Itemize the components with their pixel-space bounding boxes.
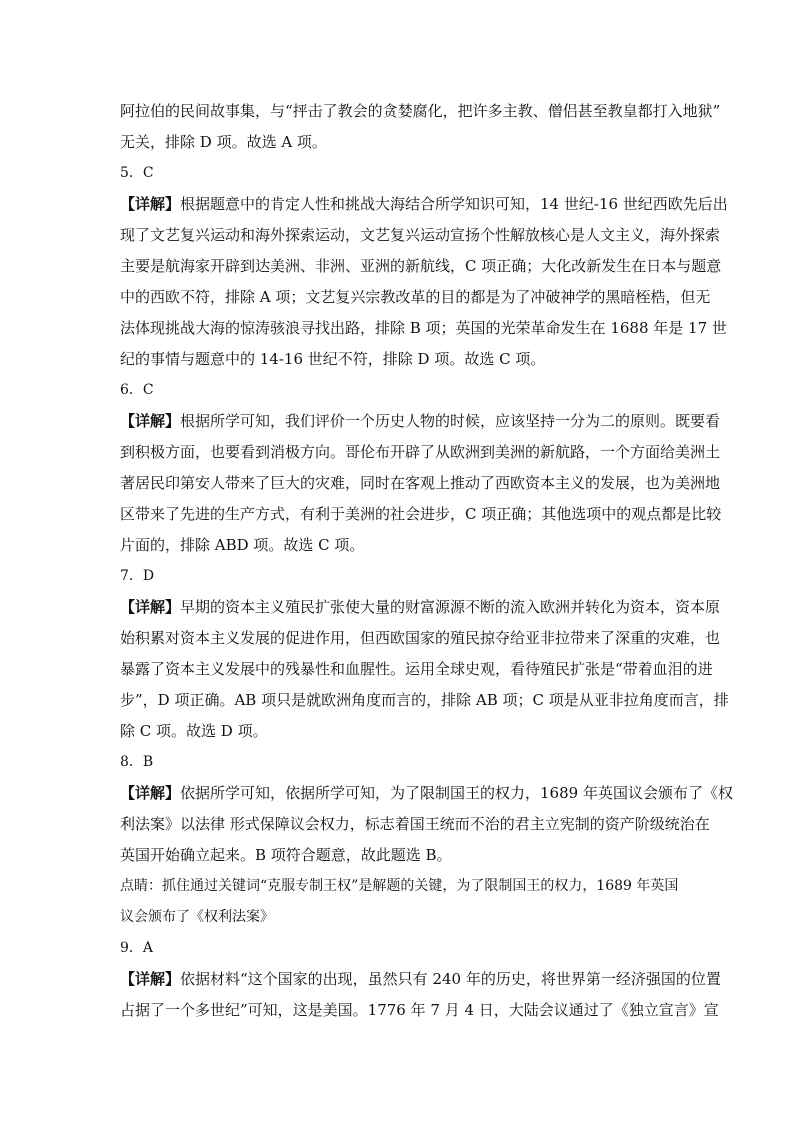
question-number	[120, 375, 674, 406]
line-text: 点睛：抓住通过关键词“克服专制王权”是解题的关键，为了限制国王的权力，1689 年英国	[120, 878, 679, 894]
line-text: 议会颁布了《权利法案》	[120, 909, 274, 925]
text-line	[120, 220, 721, 251]
line-text: 主要是航海家开辟到达美洲、非洲、亚洲的新航线，C 项正确；大化改新发生在日本与题意	[120, 257, 722, 275]
line-text: 5．C	[120, 165, 154, 181]
detail-tag: 【详解】	[120, 970, 181, 988]
text-line	[120, 313, 727, 344]
question-number	[120, 561, 674, 592]
line-text: 除 C 项。故选 D 项。	[120, 722, 268, 740]
line-text: 阿拉伯的民间故事集，与“抨击了教会的贪婪腐化，把许多主教、僧侣甚至教皇都打入地狱”	[120, 102, 721, 120]
text-line	[120, 189, 728, 220]
line-text: 占据了一个多世纪”可知，这是美国。1776 年 7 月 4 日，大陆会议通过了《独立宣言》宣	[120, 1001, 719, 1019]
text-line	[120, 778, 733, 809]
text-line	[120, 623, 721, 654]
line-text: 英国开始确立起来。B 项符合题意，故此题选 B。	[120, 846, 452, 864]
line-text: 根据题意中的肯定人性和挑战大海结合所学知识可知，14 世纪-16 世纪西欧先后出	[180, 195, 728, 213]
line-text: 8．B	[120, 754, 154, 770]
text-line	[120, 530, 674, 561]
line-text: 依据所学可知，依据所学可知，为了限制国王的权力，1689 年英国议会颁布了《权	[180, 784, 733, 802]
line-text: 早期的资本主义殖民扩张使大量的财富源源不断的流入欧洲并转化为资本，资本原	[180, 598, 721, 616]
text-line	[120, 96, 721, 127]
text-line	[120, 251, 722, 282]
tip-line	[120, 902, 674, 933]
question-number	[120, 747, 674, 778]
detail-tag: 【详解】	[120, 784, 181, 802]
line-text: 利法案》以法律 形式保障议会权力，标志着国王统而不治的君主立宪制的资产阶级统治在	[120, 815, 710, 833]
text-line	[120, 468, 721, 499]
detail-tag: 【详解】	[120, 412, 181, 430]
line-text: 区带来了先进的生产方式，有利于美洲的社会进步，C 项正确；其他选项中的观点都是比较	[120, 505, 722, 523]
text-line	[120, 406, 721, 437]
detail-tag: 【详解】	[120, 195, 181, 213]
line-text: 7．D	[120, 568, 155, 584]
text-line	[120, 282, 711, 313]
line-text: 9．A	[120, 940, 154, 956]
tip-line	[120, 871, 679, 902]
line-text: 暴露了资本主义发展中的残暴性和血腥性。运用全球史观，看待殖民扩张是“带着血泪的进	[120, 660, 713, 678]
line-text: 到积极方面，也要看到消极方向。哥伦布开辟了从欧洲到美洲的新航路，一个方面给美洲土	[120, 443, 721, 461]
line-text: 始积累对资本主义发展的促进作用，但西欧国家的殖民掠夺给亚非拉带来了深重的灾难，也	[120, 629, 721, 647]
line-text: 无关，排除 D 项。故选 A 项。	[120, 133, 327, 151]
text-line	[120, 437, 721, 468]
line-text: 中的西欧不符，排除 A 项；文艺复兴宗教改革的目的都是为了冲破神学的黑暗桎梏，但无	[120, 288, 711, 306]
line-text: 片面的，排除 ABD 项。故选 C 项。	[120, 536, 365, 554]
text-line	[120, 344, 674, 375]
text-line	[120, 809, 710, 840]
text-line	[120, 840, 674, 871]
line-text: 法体现挑战大海的惊涛骇浪寻找出路，排除 B 项；英国的光荣革命发生在 1688 年是 17 世	[120, 319, 727, 337]
line-text: 现了文艺复兴运动和海外探索运动，文艺复兴运动宣扬个性解放核心是人文主义，海外探索	[120, 226, 721, 244]
question-number	[120, 158, 674, 189]
text-line	[120, 499, 722, 530]
text-line	[120, 716, 674, 747]
text-line	[120, 964, 721, 995]
text-line	[120, 592, 721, 623]
question-number	[120, 933, 674, 964]
line-text: 著居民印第安人带来了巨大的灾难，同时在客观上推动了西欧资本主义的发展，也为美洲地	[120, 474, 721, 492]
line-text: 6．C	[120, 382, 154, 398]
text-line	[120, 654, 713, 685]
text-line	[120, 685, 729, 716]
line-text: 依据材料“这个国家的出现，虽然只有 240 年的历史，将世界第一经济强国的位置	[180, 970, 721, 988]
answer-text-body	[120, 96, 733, 1026]
line-text: 纪的事情与题意中的 14-16 世纪不符，排除 D 项。故选 C 项。	[120, 350, 546, 368]
line-text: 步”，D 项正确。AB 项只是就欧洲角度而言的，排除 AB 项；C 项是从亚非拉角度而言，排	[120, 691, 729, 709]
line-text: 根据所学可知，我们评价一个历史人物的时候，应该坚持一分为二的原则。既要看	[180, 412, 721, 430]
text-line	[120, 127, 674, 158]
text-line	[120, 995, 719, 1026]
detail-tag: 【详解】	[120, 598, 181, 616]
